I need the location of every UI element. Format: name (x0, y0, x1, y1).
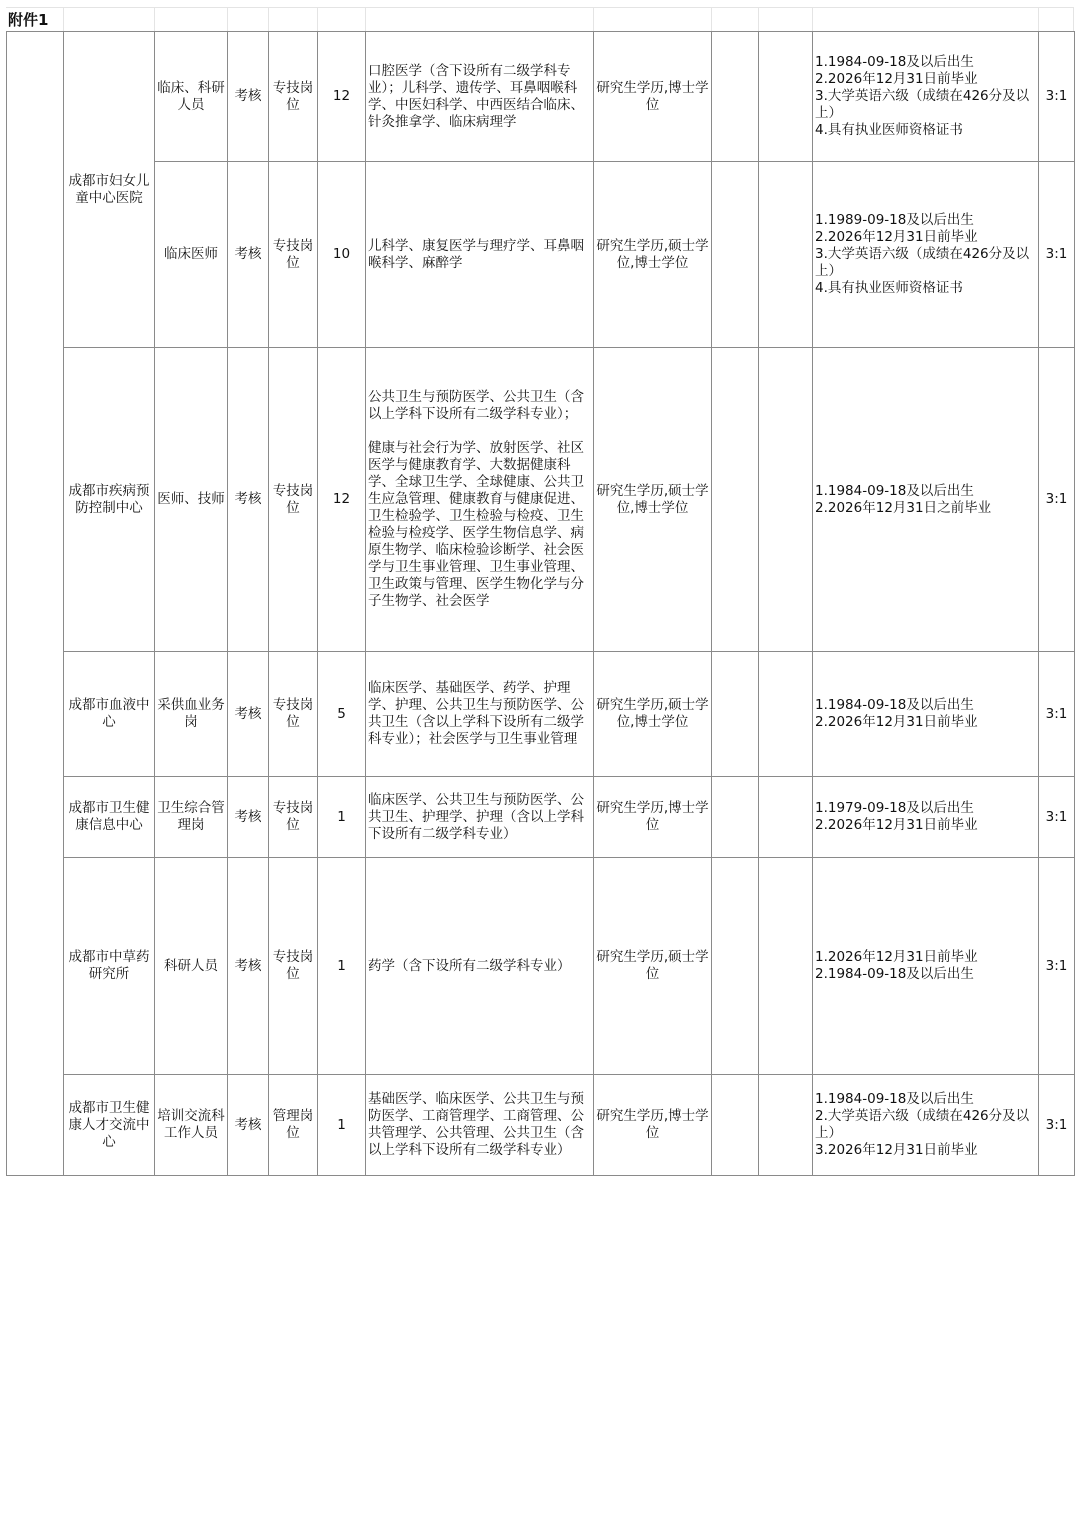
exam-cell: 考核 (228, 652, 269, 777)
empty-cell (712, 858, 759, 1075)
major-cell (366, 1075, 594, 1176)
major-text: 健康与社会行为学、放射医学、社区医学与健康教育学、大数据健康科学、全球卫生学、全球健康、公共卫生应急管理、健康教育与健康促进、卫生检验学、卫生检验与检疫、卫生检验与检疫学、医学生物信息学、病原生物学、临床检验诊断学、社会医学与卫生事业管理、卫生事业管理、卫生政策与管理、医学生物化学与分子生物学、社会医学 (368, 440, 584, 609)
table-row (7, 777, 1075, 858)
empty-cell (712, 32, 759, 162)
major-cell (366, 858, 594, 1075)
requirements-cell (813, 32, 1039, 162)
requirement-text: 2.1984-09-18及以后出生 (815, 966, 974, 982)
position-cell: 卫生综合管理岗 (155, 777, 228, 858)
empty-cell (759, 162, 813, 348)
position-cell: 医师、技师 (155, 348, 228, 652)
exam-cell: 考核 (228, 777, 269, 858)
ratio-cell: 3:1 (1039, 348, 1075, 652)
ratio-cell: 3:1 (1039, 32, 1075, 162)
education-cell: 研究生学历,硕士学位,博士学位 (594, 348, 712, 652)
unit-cell: 成都市卫生健康人才交流中心 (64, 1075, 155, 1176)
requirement-text: 2.2026年12月31日之前毕业 (815, 499, 992, 516)
empty-cell (759, 32, 813, 162)
requirement-text: 4.具有执业医师资格证书 (815, 122, 963, 138)
major-cell (366, 348, 594, 652)
major-cell (366, 162, 594, 348)
empty-cell (712, 162, 759, 348)
table-row (7, 652, 1075, 777)
exam-cell: 考核 (228, 32, 269, 162)
requirements-cell (813, 162, 1039, 348)
post-type-cell: 专技岗位 (269, 162, 318, 348)
position-cell: 培训交流科工作人员 (155, 1075, 228, 1176)
post-type-cell: 管理岗位 (269, 1075, 318, 1176)
position-cell: 科研人员 (155, 858, 228, 1075)
requirement-text: 3.大学英语六级（成绩在426分及以上） (815, 246, 1030, 279)
table-row (7, 162, 1075, 348)
empty-cell (712, 348, 759, 652)
education-cell: 研究生学历,硕士学位,博士学位 (594, 652, 712, 777)
major-cell (366, 32, 594, 162)
ratio-cell: 3:1 (1039, 162, 1075, 348)
requirements-cell (813, 858, 1039, 1075)
count-cell: 5 (318, 652, 366, 777)
unit-cell: 成都市疾病预防控制中心 (64, 348, 155, 652)
position-cell: 采供血业务岗 (155, 652, 228, 777)
header-grid (6, 7, 1074, 32)
major-text: 基础医学、临床医学、公共卫生与预防医学、工商管理学、工商管理、公共管理学、公共管理、公共卫生（含以上学科下设所有二级学科专业） (368, 1091, 584, 1158)
major-gap (368, 423, 591, 440)
requirement-text: 1.1979-09-18及以后出生 (815, 800, 974, 816)
exam-cell: 考核 (228, 162, 269, 348)
post-type-cell: 专技岗位 (269, 858, 318, 1075)
table-row (7, 858, 1075, 1075)
empty-cell (712, 652, 759, 777)
empty-cell (759, 348, 813, 652)
requirement-text: 3.2026年12月31日前毕业 (815, 1142, 978, 1158)
major-text: 药学（含下设所有二级学科专业） (368, 957, 571, 974)
requirement-text: 1.1984-09-18及以后出生 (815, 1091, 974, 1107)
requirement-text: 2.2026年12月31日前毕业 (815, 229, 978, 245)
post-type-cell: 专技岗位 (269, 348, 318, 652)
requirement-text: 2.2026年12月31日前毕业 (815, 817, 978, 833)
table-row (7, 1075, 1075, 1176)
major-text: 公共卫生与预防医学、公共卫生（含以上学科下设所有二级学科专业）； (368, 389, 584, 422)
requirement-text: 2.大学英语六级（成绩在426分及以上） (815, 1108, 1030, 1141)
major-cell (366, 652, 594, 777)
requirement-text: 1.2026年12月31日前毕业 (815, 949, 978, 965)
major-text: 临床医学、公共卫生与预防医学、公共卫生、护理学、护理（含以上学科下设所有二级学科专业） (368, 791, 584, 842)
empty-cell (712, 777, 759, 858)
unit-cell: 成都市血液中心 (64, 652, 155, 777)
exam-cell: 考核 (228, 348, 269, 652)
position-cell: 临床医师 (155, 162, 228, 348)
requirement-text: 2.2026年12月31日前毕业 (815, 71, 978, 87)
ratio-cell: 3:1 (1039, 777, 1075, 858)
requirements-cell (813, 348, 1039, 652)
empty-cell (759, 1075, 813, 1176)
count-cell: 1 (318, 1075, 366, 1176)
exam-cell: 考核 (228, 1075, 269, 1176)
requirement-text: 1.1984-09-18及以后出生 (815, 697, 974, 713)
count-cell: 12 (318, 348, 366, 652)
ratio-cell: 3:1 (1039, 652, 1075, 777)
education-cell: 研究生学历,博士学位 (594, 1075, 712, 1176)
unit-cell: 成都市妇女儿童中心医院 (64, 32, 155, 348)
education-cell: 研究生学历,硕士学位 (594, 858, 712, 1075)
exam-cell: 考核 (228, 858, 269, 1075)
unit-cell: 成都市中草药研究所 (64, 858, 155, 1075)
requirement-text: 2.2026年12月31日前毕业 (815, 714, 978, 730)
major-text: 临床医学、基础医学、药学、护理学、护理、公共卫生与预防医学、公共卫生（含以上学科下设所有二级学科专业）；社会医学与卫生事业管理 (368, 680, 584, 747)
category-cell (7, 32, 64, 1176)
empty-cell (759, 777, 813, 858)
education-cell: 研究生学历,博士学位 (594, 777, 712, 858)
post-type-cell: 专技岗位 (269, 652, 318, 777)
major-cell (366, 777, 594, 858)
major-text: 口腔医学（含下设所有二级学科专业）；儿科学、遗传学、耳鼻咽喉科学、中医妇科学、中西医结合临床、针灸推拿学、临床病理学 (368, 62, 584, 130)
table-row (7, 348, 1075, 652)
unit-cell: 成都市卫生健康信息中心 (64, 777, 155, 858)
requirements-cell (813, 652, 1039, 777)
requirement-text: 3.大学英语六级（成绩在426分及以上） (815, 88, 1030, 121)
education-cell: 研究生学历,博士学位 (594, 32, 712, 162)
requirements-cell (813, 777, 1039, 858)
requirement-text: 1.1984-09-18及以后出生 (815, 482, 974, 499)
post-type-cell: 专技岗位 (269, 32, 318, 162)
major-text: 儿科学、康复医学与理疗学、耳鼻咽喉科学、麻醉学 (368, 237, 584, 271)
requirement-text: 1.1984-09-18及以后出生 (815, 54, 974, 70)
ratio-cell: 3:1 (1039, 858, 1075, 1075)
requirement-text: 1.1989-09-18及以后出生 (815, 212, 974, 228)
empty-cell (712, 1075, 759, 1176)
education-cell: 研究生学历,硕士学位,博士学位 (594, 162, 712, 348)
table-row (7, 32, 1075, 162)
requirement-text: 4.具有执业医师资格证书 (815, 280, 963, 296)
position-cell: 临床、科研人员 (155, 32, 228, 162)
count-cell: 12 (318, 32, 366, 162)
requirements-cell (813, 1075, 1039, 1176)
count-cell: 10 (318, 162, 366, 348)
ratio-cell: 3:1 (1039, 1075, 1075, 1176)
empty-cell (759, 652, 813, 777)
attachment-label: 附件1 (8, 11, 49, 29)
recruitment-table (6, 31, 1075, 1176)
count-cell: 1 (318, 858, 366, 1075)
empty-cell (759, 858, 813, 1075)
count-cell: 1 (318, 777, 366, 858)
post-type-cell: 专技岗位 (269, 777, 318, 858)
